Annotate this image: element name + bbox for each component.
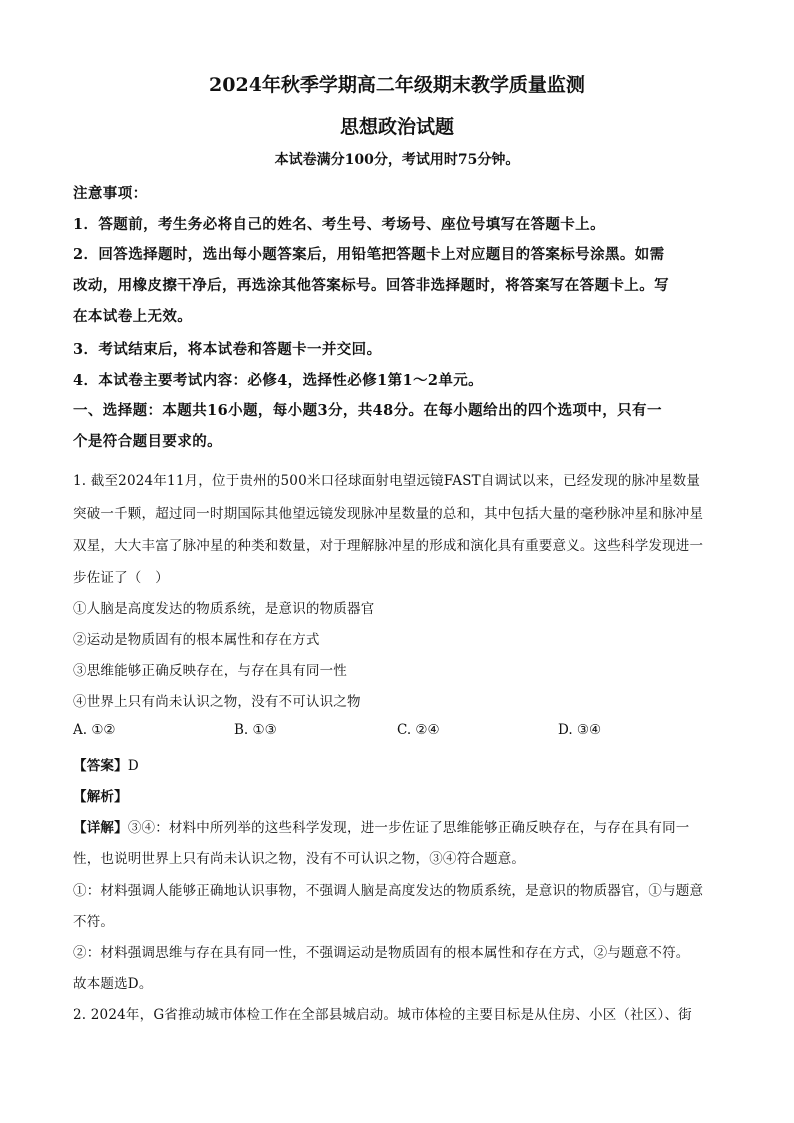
exam-title: 2024年秋季学期高二年级期末教学质量监测	[209, 74, 585, 96]
q1-detail-line: 不符。	[73, 914, 115, 930]
q1-answer	[73, 754, 139, 774]
q1-detail-line: ①：材料强调人能够正确地认识事物，不强调人脑是高度发达的物质系统，是意识的物质器官，①与题意	[73, 883, 704, 899]
q1-statement: ③思维能够正确反映存在，与存在具有同一性	[73, 663, 347, 679]
answer-value: D	[127, 758, 139, 774]
section-heading: 一、选择题：本题共16小题，每小题3分，共48分。在每小题给出的四个选项中，只有一	[73, 402, 662, 419]
q1-statement: ①人脑是高度发达的物质系统，是意识的物质器官	[73, 601, 375, 617]
note-line: 改动，用橡皮擦干净后，再选涂其他答案标号。回答非选择题时，将答案写在答题卡上。写	[73, 277, 669, 294]
subject-title: 思想政治试题	[339, 116, 454, 138]
q1-statement: ④世界上只有尚未认识之物，没有不可认识之物	[73, 694, 361, 710]
q1-stem-line: 突破一千颗，超过同一时期国际其他望远镜发现脉冲星数量的总和，其中包括大量的毫秒脉冲星和脉冲星	[73, 506, 704, 522]
q1-detail-line: 性，也说明世界上只有尚未认识之物，没有不可认识之物，③④符合题意。	[73, 851, 526, 867]
q1-detail-line: ②：材料强调思维与存在具有同一性，不强调运动是物质固有的根本属性和存在方式，②与题意不符。	[73, 945, 690, 961]
note-line: 4．本试卷主要考试内容：必修4，选择性必修1第1～2单元。	[73, 372, 484, 389]
note-line: 2．回答选择题时，选出每小题答案后，用铅笔把答题卡上对应题目的答案标号涂黑。如需	[73, 246, 665, 263]
detail-label: 【详解】	[73, 820, 128, 836]
notes-heading: 注意事项：	[73, 185, 148, 202]
analysis-label: 【解析】	[73, 789, 128, 805]
q1-detail-line: 故本题选D。	[73, 976, 153, 992]
q1-option-a: A. ①②	[73, 722, 116, 738]
note-line: 3．考试结束后，将本试卷和答题卡一并交回。	[73, 341, 382, 358]
q1-detail-line	[73, 816, 690, 836]
q1-statement: ②运动是物质固有的根本属性和存在方式	[73, 632, 320, 648]
answer-label: 【答案】	[73, 758, 128, 774]
exam-subtitle: 本试卷满分100分，考试用时75分钟。	[274, 152, 520, 168]
q1-stem-line: 步佐证了（ ）	[73, 570, 169, 586]
note-line: 在本试卷上无效。	[73, 308, 193, 325]
q2-stem-line: 2. 2024年，G省推动城市体检工作在全部县城启动。城市体检的主要目标是从住房、小区（社区）、街	[73, 1007, 692, 1023]
q1-stem-line: 1. 截至2024年11月，位于贵州的500米口径球面射电望远镜FAST自调试以来，已经发现的脉冲星数量	[73, 473, 701, 489]
q1-stem-line: 双星，大大丰富了脉冲星的种类和数量，对于理解脉冲星的形成和演化具有重要意义。这些科学发现进一	[73, 538, 704, 554]
section-heading-cont: 个是符合题目要求的。	[73, 433, 222, 450]
detail-text: ③④：材料中所列举的这些科学发现，进一步佐证了思维能够正确反映存在，与存在具有同一	[127, 820, 690, 836]
note-line: 1．答题前，考生务必将自己的姓名、考生号、考场号、座位号填写在答题卡上。	[73, 216, 605, 233]
q1-option-d: D. ③④	[558, 722, 602, 738]
q1-option-b: B. ①③	[234, 722, 277, 738]
q1-option-c: C. ②④	[397, 722, 440, 738]
